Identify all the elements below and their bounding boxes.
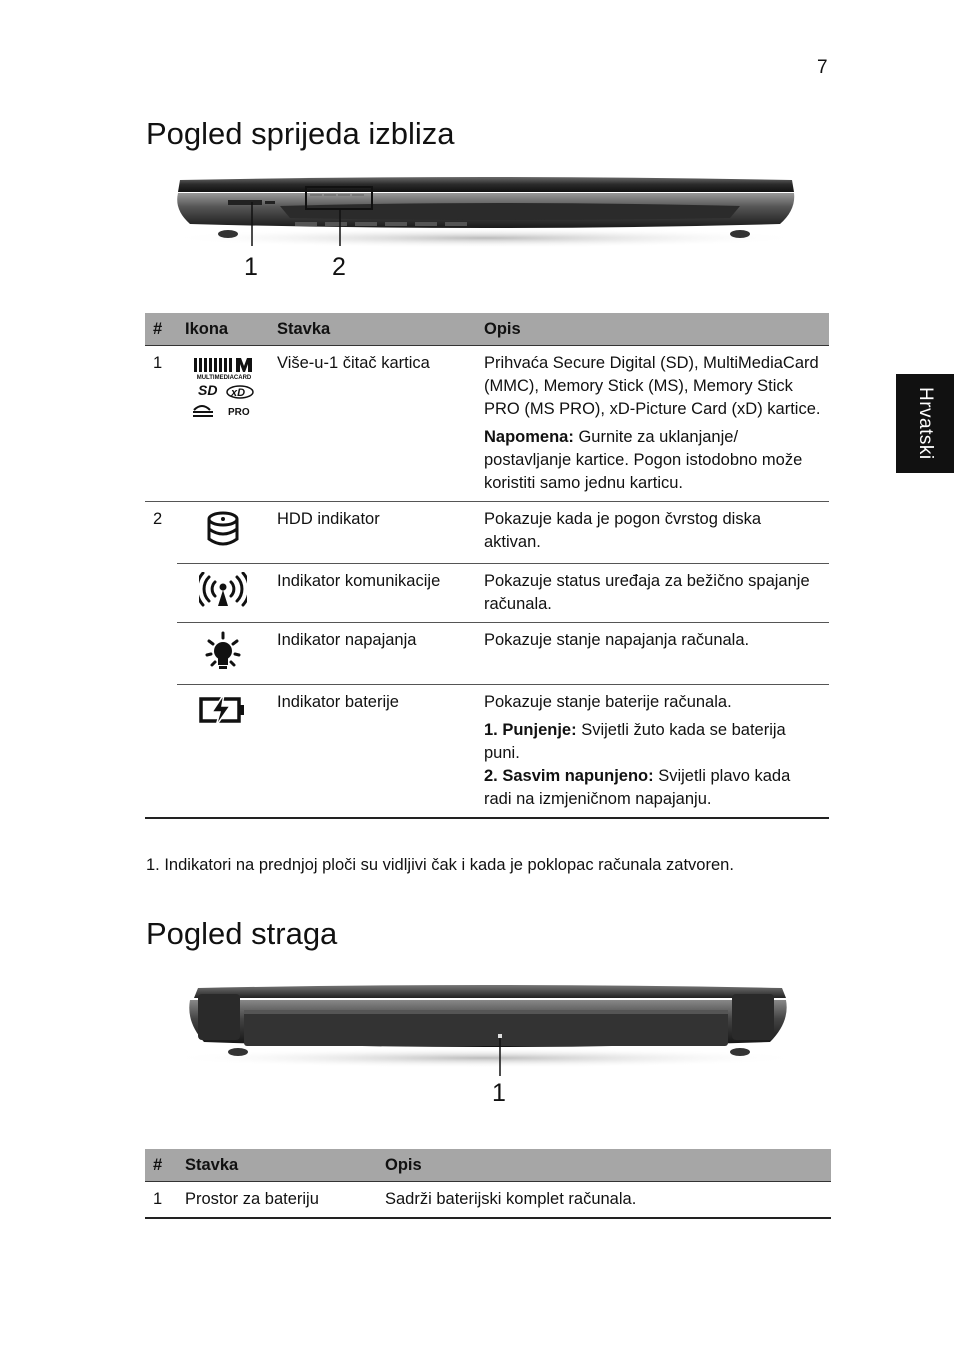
svg-text:xD: xD xyxy=(231,387,246,399)
row-item: Indikator baterije xyxy=(269,685,476,819)
laptop-front-image xyxy=(160,170,810,250)
table-row xyxy=(145,346,829,502)
svg-text:MULTIMEDIACARD: MULTIMEDIACARD xyxy=(196,375,252,381)
svg-text:SD: SD xyxy=(198,382,218,398)
row-item: HDD indikator xyxy=(269,502,476,564)
row-desc: Sadrži baterijski komplet računala. xyxy=(377,1182,831,1219)
table-row xyxy=(145,564,829,623)
row-item: Indikator komunikacije xyxy=(269,564,476,623)
col-header-item: Stavka xyxy=(177,1149,377,1182)
card-reader-logos-icon xyxy=(188,354,258,420)
row-desc: Prihvaća Secure Digital (SD), MultiMediaCard (MMC), Memory Stick (MS), Memory Stick PRO (MS PRO), xD-Picture Card (xD) kartice. xyxy=(484,354,821,418)
front-callout-1: 1 xyxy=(244,253,258,281)
language-tab xyxy=(896,374,954,473)
rear-callout-1: 1 xyxy=(492,1079,506,1107)
row-item: Indikator napajanja xyxy=(269,623,476,685)
row-num: 1 xyxy=(145,1182,177,1219)
svg-text:PRO: PRO xyxy=(228,407,250,418)
front-callout-2: 2 xyxy=(332,253,346,281)
note-label: Napomena: xyxy=(484,428,574,446)
full-charge-text: Svijetli plavo kada radi na izmjeničnom napajanju. xyxy=(484,767,791,808)
row-num xyxy=(145,564,177,623)
row-item: Više-u-1 čitač kartica xyxy=(277,354,430,372)
col-header-icon: Ikona xyxy=(177,313,269,346)
rear-view-table xyxy=(145,1149,831,1219)
row-item: Prostor za bateriju xyxy=(177,1182,377,1219)
row-num xyxy=(145,685,177,819)
battery-charge-icon xyxy=(198,693,248,727)
table-row xyxy=(145,1182,831,1219)
row-desc: Pokazuje stanje napajanja računala. xyxy=(476,623,829,685)
row-num: 2 xyxy=(145,502,177,564)
table-row xyxy=(145,623,829,685)
col-header-item: Stavka xyxy=(269,313,476,346)
front-view-title: Pogled sprijeda izbliza xyxy=(146,116,455,151)
charging-label: 1. Punjenje: xyxy=(484,721,577,739)
laptop-rear-image xyxy=(160,980,810,1080)
power-light-icon xyxy=(204,631,242,671)
table-row xyxy=(145,502,829,564)
note-text: Gurnite za uklanjanje/ postavljanje kartice. Pogon istodobno može koristiti samo jednu karticu. xyxy=(484,428,803,492)
charging-text: Svijetli žuto kada se baterija puni. xyxy=(484,721,786,762)
table-row xyxy=(145,685,829,819)
hdd-icon xyxy=(205,510,241,550)
col-header-num: # xyxy=(145,313,177,346)
full-charge-label: 2. Sasvim napunjeno: xyxy=(484,767,654,785)
wireless-icon xyxy=(199,572,247,608)
language-tab-label: Hrvatski xyxy=(915,387,936,460)
row-num: 1 xyxy=(153,354,163,372)
col-header-num: # xyxy=(145,1149,177,1182)
row-num xyxy=(145,623,177,685)
row-desc: Pokazuje status uređaja za bežično spajanje računala. xyxy=(476,564,829,623)
row-desc: Pokazuje stanje baterije računala. xyxy=(484,693,732,711)
page-number: 7 xyxy=(817,57,828,78)
col-header-desc: Opis xyxy=(377,1149,831,1182)
front-view-table xyxy=(145,313,829,819)
row-desc: Pokazuje kada je pogon čvrstog diska aktivan. xyxy=(476,502,829,564)
rear-view-title: Pogled straga xyxy=(146,916,338,951)
footnote: 1. Indikatori na prednjoj ploči su vidljivi čak i kada je poklopac računala zatvoren. xyxy=(146,856,734,874)
col-header-desc: Opis xyxy=(476,313,829,346)
